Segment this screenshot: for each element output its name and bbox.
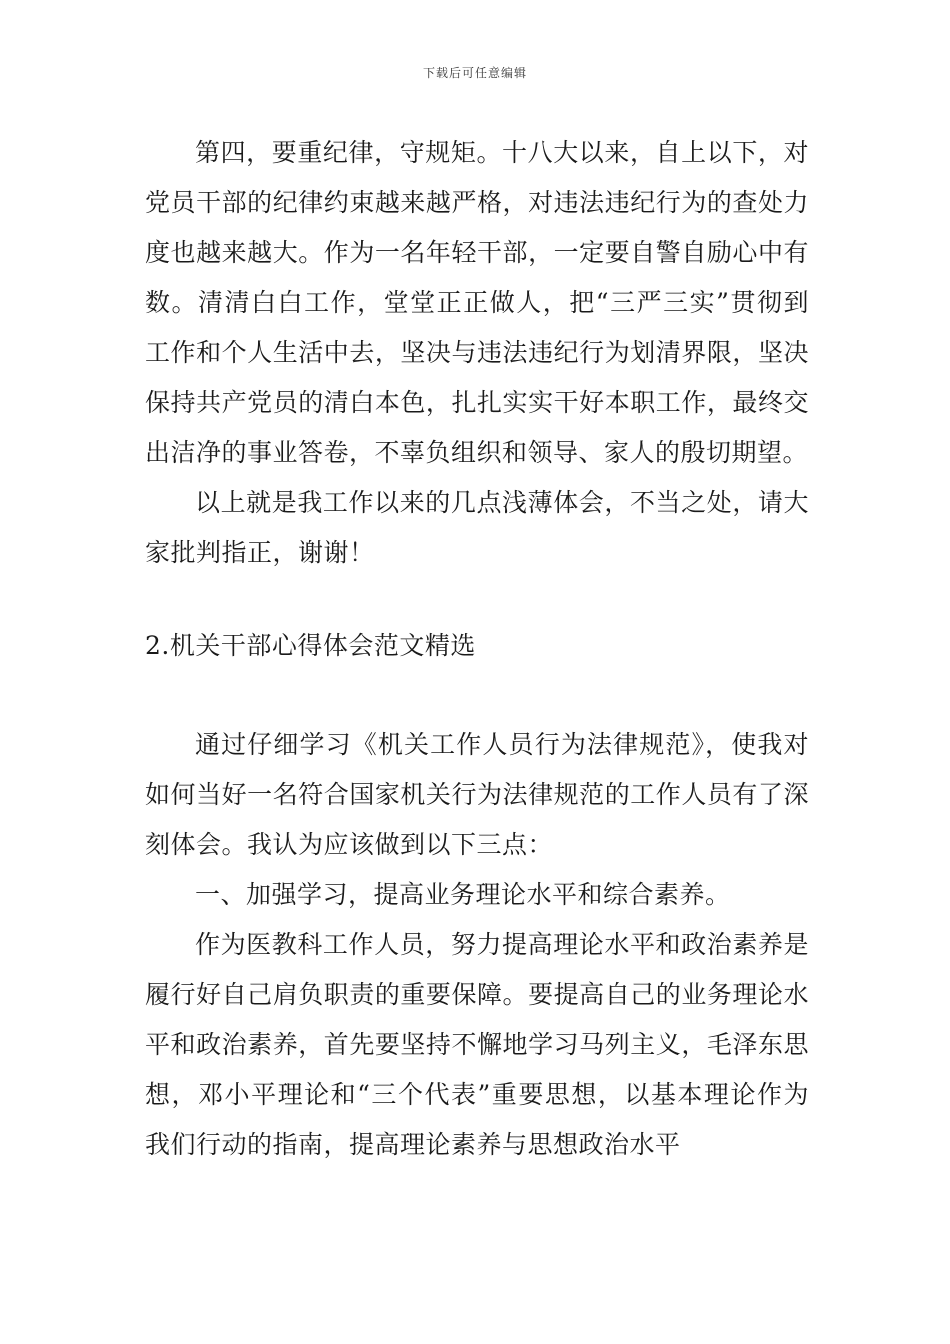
header-note: 下载后可任意编辑 [422, 66, 527, 80]
document-body [145, 128, 809, 1170]
paragraph-point-one-detail: 作为医教科工作人员，努力提高理论水平和政治素养是履行好自己肩负职责的重要保障。要提高自己的业务理论水平和政治素养，首先要坚持不懈地学习马列主义，毛泽东思想，邓小平理论和“三个代表”重要思想，以基本理论作为我们行动的指南，提高理论素养与思想政治水平 [145, 930, 809, 1159]
paragraph-intro: 通过仔细学习《机关工作人员行为法律规范》，使我对如何当好一名符合国家机关行为法律规范的工作人员有了深刻体会。我认为应该做到以下三点： [145, 730, 809, 859]
paragraph-point-one: 一、加强学习，提高业务理论水平和综合素养。 [195, 880, 731, 909]
section-heading: 2.机关干部心得体会范文精选 [145, 631, 476, 660]
paragraph-discipline: 第四，要重纪律，守规矩。十八大以来，自上以下，对党员干部的纪律约束越来越严格，对违法违纪行为的查处力度也越来越大。作为一名年轻干部，一定要自警自励心中有数。清清白白工作，堂堂正正做人，把“三严三实”贯彻到工作和个人生活中去，坚决与违法违纪行为划清界限，坚决保持共产党员的清白本色，扎扎实实干好本职工作，最终交出洁净的事业答卷，不辜负组织和领导、家人的殷切期望。 [145, 138, 809, 467]
paragraph-closing: 以上就是我工作以来的几点浅薄体会，不当之处，请大家批判指正，谢谢！ [145, 488, 809, 567]
